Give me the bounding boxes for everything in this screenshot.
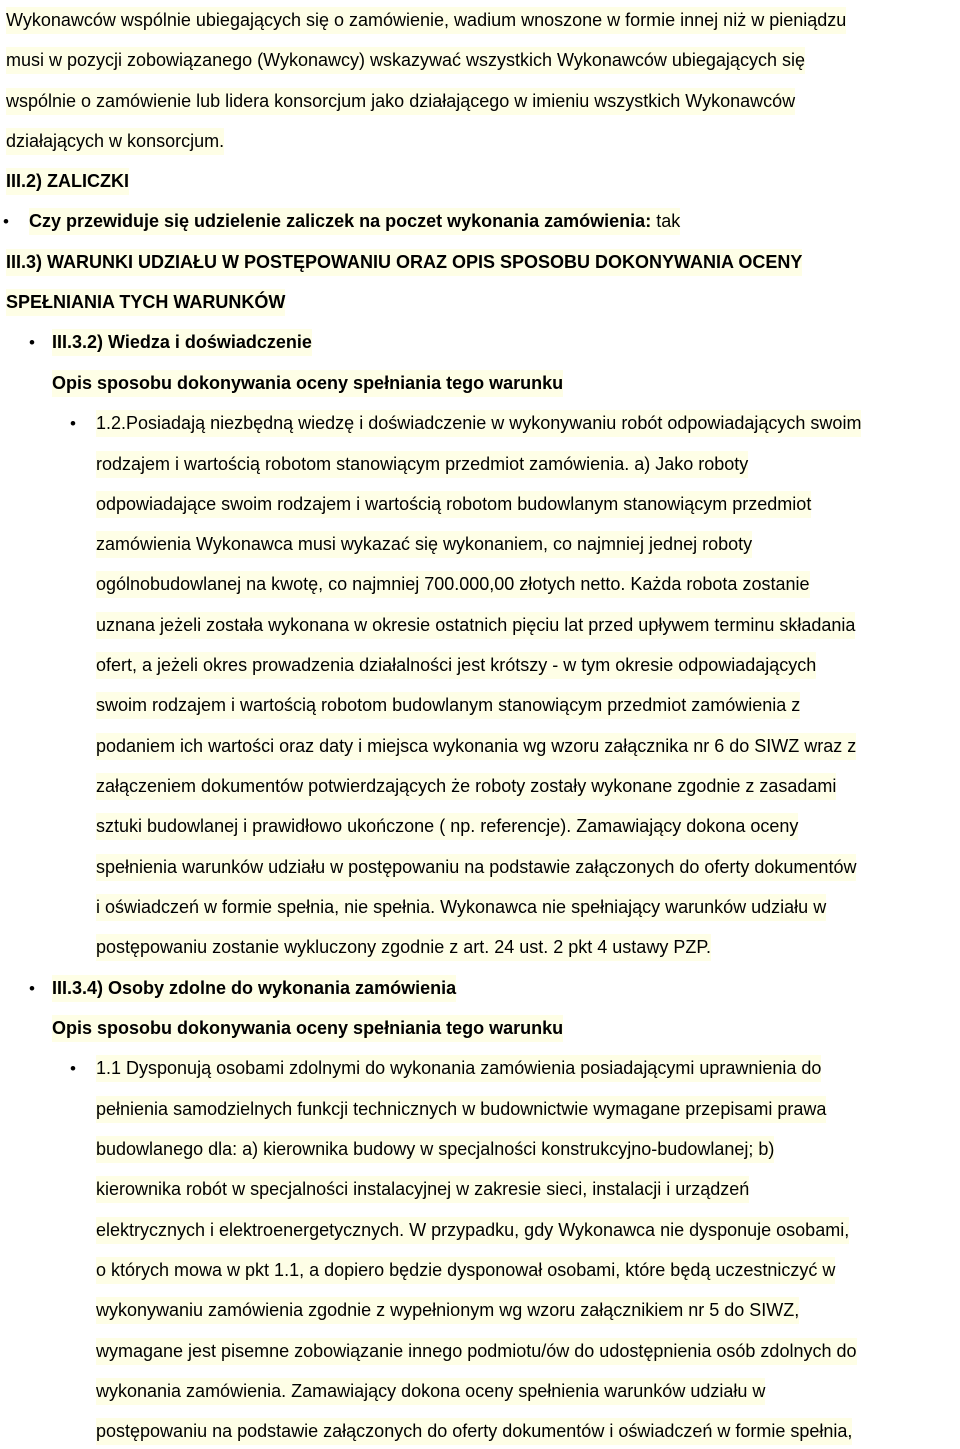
knowledge-item-line: i oświadczeń w formie spełnia, nie spełnia. Wykonawca nie spełniający warunków udziału w <box>96 894 826 921</box>
knowledge-heading: III.3.2) Wiedza i doświadczenie <box>52 329 312 356</box>
bullet-icon: • <box>70 1059 76 1078</box>
knowledge-item-line: załączeniem dokumentów potwierdzających że roboty zostały wykonane zgodnie z zasadami <box>96 773 836 800</box>
advances-question: Czy przewiduje się udzielenie zaliczek na poczet wykonania zamówienia: <box>29 211 652 231</box>
knowledge-item-line: swoim rodzajem i wartością robotom budowlanym stanowiącym przedmiot zamówienia z <box>96 692 800 719</box>
knowledge-item-line: odpowiadające swoim rodzajem i wartością robotom budowlanym stanowiącym przedmiot <box>96 491 811 518</box>
persons-item-line: wykonania zamówienia. Zamawiający dokona oceny spełnienia warunków udziału w <box>96 1378 765 1405</box>
knowledge-item-line: postępowaniu zostanie wykluczony zgodnie z art. 24 ust. 2 pkt 4 ustawy PZP. <box>96 934 711 961</box>
knowledge-desc-heading: Opis sposobu dokonywania oceny spełniania tego warunku <box>52 370 563 397</box>
persons-item-line: kierownika robót w specjalności instalacyjnej w zakresie sieci, instalacji i urządzeń <box>96 1176 749 1203</box>
advances-question-row <box>29 208 680 235</box>
bullet-icon: • <box>29 979 35 998</box>
persons-item-line: o których mowa w pkt 1.1, a dopiero będzie dysponował osobami, które będą uczestniczyć w <box>96 1257 835 1284</box>
intro-line-3: wspólnie o zamówienie lub lidera konsorcjum jako działającego w imieniu wszystkich Wykonawców <box>6 88 795 115</box>
knowledge-item-line: 1.2.Posiadają niezbędną wiedzę i doświadczenie w wykonywaniu robót odpowiadających swoim <box>96 410 861 437</box>
persons-desc-heading: Opis sposobu dokonywania oceny spełniania tego warunku <box>52 1015 563 1042</box>
persons-item-line: wymagane jest pisemne zobowiązanie innego podmiotu/ów do udostępnienia osób zdolnych do <box>96 1338 857 1365</box>
bullet-icon: • <box>3 212 9 231</box>
conditions-heading-line-1: III.3) WARUNKI UDZIAŁU W POSTĘPOWANIU ORAZ OPIS SPOSOBU DOKONYWANIA OCENY <box>6 249 802 276</box>
intro-line-2: musi w pozycji zobowiązanego (Wykonawcy) wskazywać wszystkich Wykonawców ubiegających się <box>6 47 805 74</box>
knowledge-item-line: sztuki budowlanej i prawidłowo ukończone ( np. referencje). Zamawiający dokona oceny <box>96 813 798 840</box>
persons-heading: III.3.4) Osoby zdolne do wykonania zamówienia <box>52 975 456 1002</box>
advances-heading: III.2) ZALICZKI <box>6 168 129 195</box>
knowledge-item-line: spełnienia warunków udziału w postępowaniu na podstawie załączonych do oferty dokumentów <box>96 854 856 881</box>
knowledge-item-line: uznana jeżeli została wykonana w okresie ostatnich pięciu lat przed upływem terminu składania <box>96 612 855 639</box>
knowledge-item-line: podaniem ich wartości oraz daty i miejsca wykonania wg wzoru załącznika nr 6 do SIWZ wraz z <box>96 733 856 760</box>
advances-answer: tak <box>656 211 681 231</box>
persons-item-line: 1.1 Dysponują osobami zdolnymi do wykonania zamówienia posiadającymi uprawnienia do <box>96 1055 821 1082</box>
knowledge-item-line: zamówienia Wykonawca musi wykazać się wykonaniem, co najmniej jednej roboty <box>96 531 752 558</box>
intro-line-4: działających w konsorcjum. <box>6 128 224 155</box>
persons-item-line: budowlanego dla: a) kierownika budowy w specjalności konstrukcyjno-budowlanej; b) <box>96 1136 774 1163</box>
bullet-icon: • <box>29 333 35 352</box>
persons-item-line: postępowaniu na podstawie załączonych do oferty dokumentów i oświadczeń w formie spełnia, <box>96 1418 852 1445</box>
knowledge-item-line: ofert, a jeżeli okres prowadzenia działalności jest krótszy - w tym okresie odpowiadających <box>96 652 816 679</box>
bullet-icon: • <box>70 414 76 433</box>
persons-item-line: pełnienia samodzielnych funkcji technicznych w budownictwie wymagane przepisami prawa <box>96 1096 826 1123</box>
knowledge-item-line: rodzajem i wartością robotom stanowiącym przedmiot zamówienia. a) Jako roboty <box>96 451 748 478</box>
intro-line-1: Wykonawców wspólnie ubiegających się o zamówienie, wadium wnoszone w formie innej niż w pieniądzu <box>6 7 846 34</box>
persons-item-line: wykonywaniu zamówienia zgodnie z wypełnionym wg wzoru załącznikiem nr 5 do SIWZ, <box>96 1297 799 1324</box>
persons-item-line: elektrycznych i elektroenergetycznych. W przypadku, gdy Wykonawca nie dysponuje osobami, <box>96 1217 849 1244</box>
knowledge-item-line: ogólnobudowlanej na kwotę, co najmniej 700.000,00 złotych netto. Każda robota zostanie <box>96 571 810 598</box>
conditions-heading-line-2: SPEŁNIANIA TYCH WARUNKÓW <box>6 289 285 316</box>
